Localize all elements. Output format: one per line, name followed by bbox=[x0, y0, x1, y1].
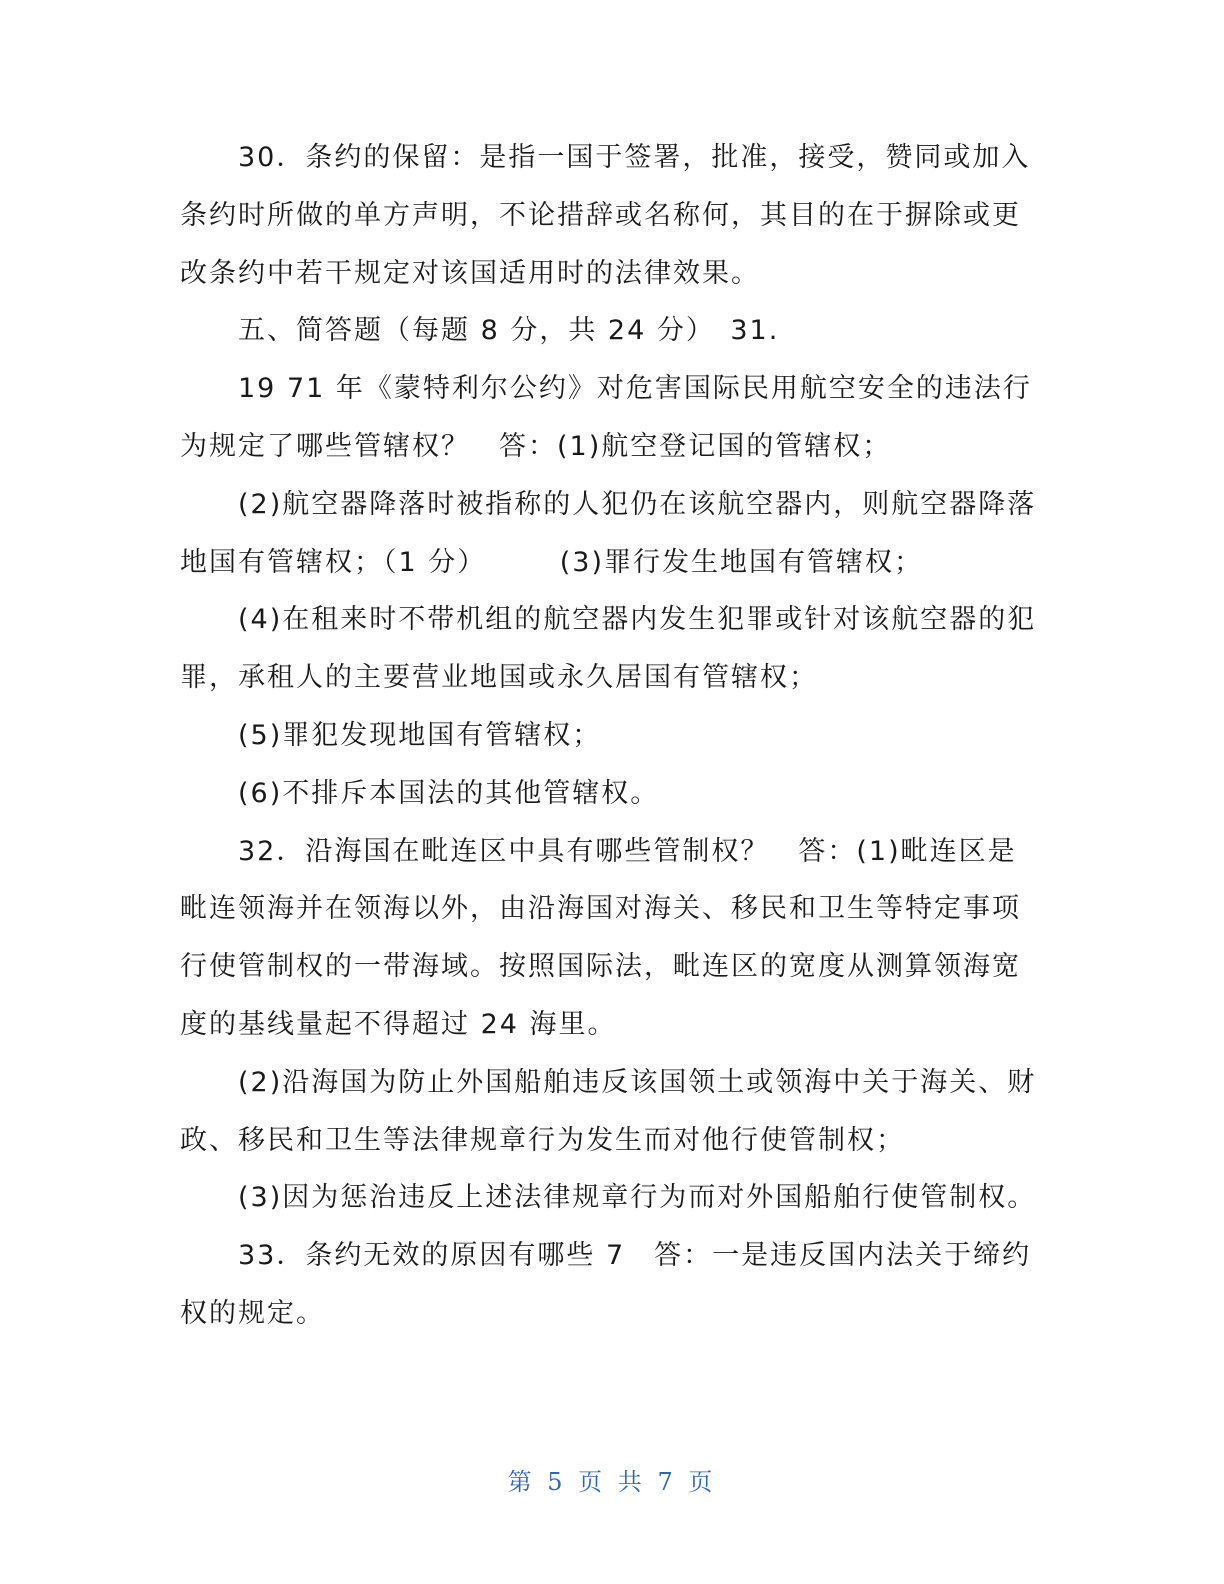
paragraph-32-item-3: (3)因为惩治违反上述法律规章行为而对外国船舶行使管制权。 bbox=[238, 1182, 1037, 1214]
page-number-label: 第 5 页 共 7 页 bbox=[507, 1468, 717, 1496]
paragraph-32-item-2: (2)沿海国为防止外国船舶违反该国领土或领海中关于海关、财政、移民和卫生等法律规章行为发生而对他行使管制权； bbox=[180, 1066, 1037, 1156]
paragraph-32-question: 32．沿海国在毗连区中具有哪些管制权？ 答：(1)毗连区是毗连领海并在领海以外，由沿海国对海关、移民和卫生等特定事项行使管制权的一带海域。按照国际法，毗连区的宽度从测算领海宽度的基线量起不得超过 24 海里。 bbox=[180, 835, 1021, 1040]
section-heading-short-answer: 五、简答题（每题 8 分，共 24 分） 31. bbox=[238, 315, 780, 347]
paragraph-33-question: 33．条约无效的原因有哪些 7 答：一是违反国内法关于缔约权的规定。 bbox=[180, 1240, 1032, 1329]
page-footer bbox=[0, 1462, 1224, 1497]
paragraph-30-treaty-reservation: 30．条约的保留：是指一国于签署，批准，接受，赞同或加入条约时所做的单方声明，不论措辞或名称何，其目的在于摒除或更改条约中若干规定对该国适用时的法律效果。 bbox=[180, 142, 1031, 289]
paragraph-31-item-5: (5)罪犯发现地国有管辖权； bbox=[238, 719, 602, 751]
paragraph-31-item-2-3: (2)航空器降落时被指称的人犯仍在该航空器内，则航空器降落地国有管辖权；（1 分） (3)罪行发生地国有管辖权； bbox=[180, 488, 1037, 578]
document-body bbox=[180, 129, 1040, 1343]
paragraph-31-item-4: (4)在租来时不带机组的航空器内发生犯罪或针对该航空器的犯罪，承租人的主要营业地国或永久居国有管辖权； bbox=[180, 604, 1037, 694]
paragraph-31-question: 19 71 年《蒙特利尔公约》对危害国际民用航空安全的违法行为规定了哪些管辖权？ 答：(1)航空登记国的管辖权； bbox=[180, 373, 1032, 462]
paragraph-31-item-6: (6)不排斥本国法的其他管辖权。 bbox=[238, 777, 660, 809]
